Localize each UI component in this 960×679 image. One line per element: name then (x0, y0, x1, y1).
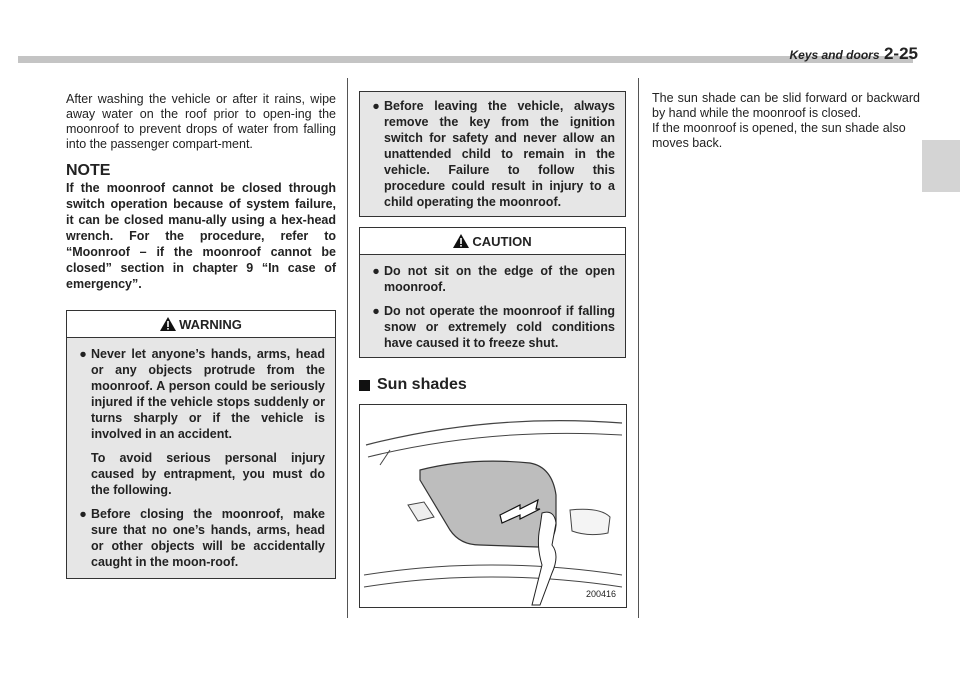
bullet-dot: ● (372, 99, 380, 113)
caution-triangle-icon (453, 234, 469, 248)
caution-bullet: ● Do not operate the moonroof if falling snow or extremely cold conditions have caused it to freeze shut. (368, 303, 615, 351)
warning-subparagraph: To avoid serious personal injury caused by entrapment, you must do the following. (91, 451, 325, 497)
caution-body (360, 255, 625, 357)
warning-box (66, 310, 336, 579)
section-heading: Sun shades (359, 376, 626, 394)
note-title: NOTE (66, 162, 111, 179)
warning-header (67, 311, 335, 338)
sun-shade-text: The sun shade can be slid forward or backward by hand while the moonroof is closed. (652, 91, 920, 120)
warning-body (67, 338, 335, 578)
page-number: 2-25 (883, 44, 918, 63)
section-title: Keys and doors (789, 48, 880, 62)
caution-bullet: ● Do not sit on the edge of the open moonroof. (368, 263, 615, 295)
intro-paragraph: After washing the vehicle or after it rains, wipe away water on the roof prior to open-ing the moonroof to prevent drops of water from falling into the passenger compart-ment. (66, 92, 336, 151)
bullet-dot: ● (79, 507, 87, 521)
column-3 (652, 91, 920, 151)
chapter-tab (922, 140, 960, 192)
caution-label: CAUTION (472, 233, 532, 249)
warning-triangle-icon (160, 317, 176, 331)
caution-box (359, 227, 626, 358)
caution-header (360, 228, 625, 255)
column-divider (347, 78, 348, 618)
figure-label: 200416 (585, 589, 616, 599)
header-bar (18, 56, 913, 63)
sun-shade-text: If the moonroof is opened, the sun shade also moves back. (652, 121, 906, 150)
warning-bullet: ● Before leaving the vehicle, always remove the key from the ignition switch for safety and never allow an unattended child to remain in the vehicle. Failure to follow this procedure could result in injury to a child operating the moonroof. (368, 98, 615, 210)
warning-bullet: ● Never let anyone’s hands, arms, head or any objects protrude from the moonroof. A person could be seriously injured if the vehicle stops suddenly or turns sharply or if the vehicle is involved in an accident. (75, 346, 325, 442)
bullet-dot: ● (372, 264, 380, 278)
column-divider (638, 78, 639, 618)
note-text: If the moonroof cannot be closed through switch operation because of system failure, it can be closed manu-ally using a hex-head wrench. For the procedure, refer to “Moonroof – if the moonroof cannot be closed” section in chapter 9 “In case of emergency”. (66, 181, 336, 291)
bullet-dot: ● (79, 347, 87, 361)
section-square-icon (359, 380, 370, 391)
sunroof-diagram-icon (360, 405, 626, 607)
column-2 (359, 91, 626, 608)
page-header (789, 44, 918, 64)
column-1 (66, 92, 336, 579)
bullet-dot: ● (372, 304, 380, 318)
sun-shade-illustration (359, 404, 627, 608)
warning-continued-box (359, 91, 626, 217)
warning-bullet: ● Before closing the moonroof, make sure that no one’s hands, arms, head or other objects will be accidentally caught in the moon-roof. (75, 506, 325, 570)
warning-label: WARNING (179, 316, 242, 332)
